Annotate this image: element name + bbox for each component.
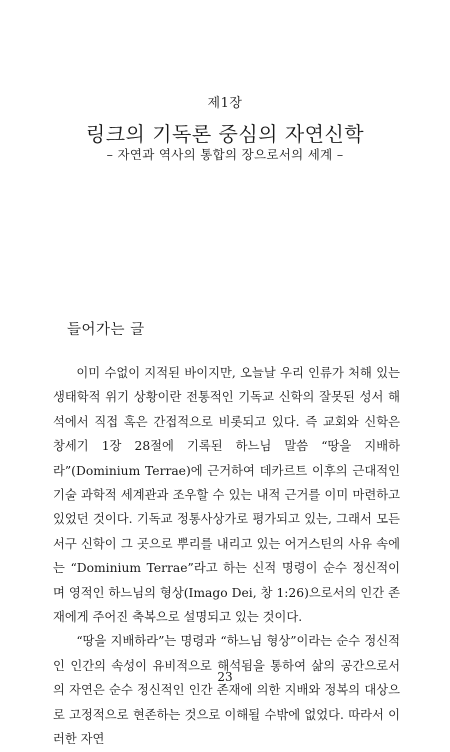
- paragraph: 이미 수없이 지적된 바이지만, 오늘날 우리 인류가 처해 있는 생태학적 위기 상황이란 전통적인 기독교 신학의 잘못된 성서 해석에서 직접 혹은 간접적으로 비롯되고 있다. 즉 교회와 신학은 창세기 1장 28절에 기록된 하느님 말씀 “땅을 지배하라”(Dominium Terrae)에 근거하여 데카르트 이후의 근대적인 기술 과학적 세계관과 조우할 수 있는 내적 근거를 이미 마련하고 있었던 것이다. 기독교 정통사상가로 평가되고 있는, 그래서 모든 서구 신학이 그 곳으로 뿌리를 내리고 있는 어거스틴의 사유 속에는 “Dominium Terrae”라고 하는 신적 명령이 순수 정신적이며 영적인 하느님의 형상(Imago Dei, 창 1:26)으로서의 인간 존재에게 주어진 축복으로 설명되고 있는 것이다.: [53, 366, 400, 625]
- chapter-label: 제1장: [207, 96, 243, 111]
- paragraph: “땅을 지배하라”는 명령과 “하느님 형상”이라는 순수 정신적인 인간의 속성이 유비적으로 해석됨을 통하여 삶의 공간으로서의 자연은 순수 정신적인 인간 존재에 의한 지배와 정복의 대상으로 고정적으로 현존하는 것으로 이해될 수밖에 없었다. 따라서 이러한 자연: [53, 634, 400, 747]
- page-number: 23: [217, 670, 233, 684]
- chapter-subtitle: – 자연과 역사의 통합의 장으로서의 세계 –: [106, 147, 344, 162]
- section-heading: 들어가는 글: [67, 322, 145, 338]
- chapter-title: 링크의 기독론 중심의 자연신학: [85, 122, 365, 146]
- body-text: [53, 361, 400, 752]
